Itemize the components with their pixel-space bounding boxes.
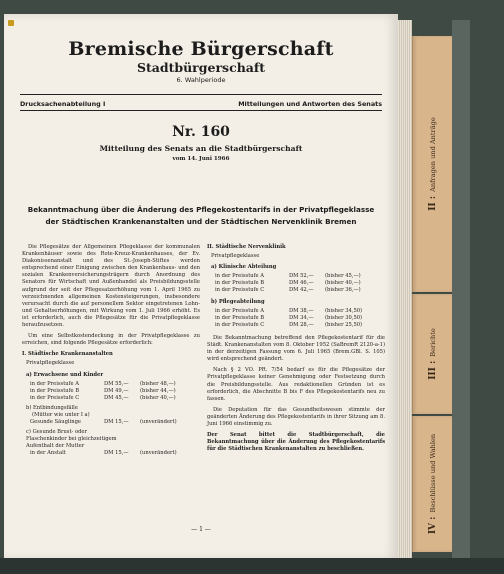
document-number: Nr. 160 (172, 124, 230, 140)
tab-text: Berichte (429, 328, 437, 357)
deputation-paragraph: Die Deputation für das Gesundheitswesen stimmte der geänderten Änderung des Pflegekostentarifs in ihrer Sitzung am 8. Juni 1966 einstimmig zu. (207, 406, 385, 427)
rate-previous: (bisher 25,50) (325, 321, 363, 328)
group-heading-adults: a) Erwachsene und Kinder (26, 371, 104, 378)
rate-label: in der Preisstufe C (30, 394, 80, 401)
rate-label: in der Preisstufe A (215, 273, 265, 280)
amendment-paragraph: Die Bekanntmachung betreffend den Pflegekostentarif für die Städt. Krankenanstalten vom 8. Oktober 1952 (SaBremR 2120-a-1) in der derzeitigen Fassung vom 6. Juli 1965 (Brem.GBl. S. 105) wird entsprechend geändert. (207, 334, 385, 363)
bottom-background (0, 558, 504, 574)
section-heading-nervenklinik: II. Städtische Nervenklinik (207, 244, 286, 250)
tab-berichte[interactable] (412, 294, 454, 414)
rate-amount: DM 15,— (104, 450, 129, 457)
rate-row (207, 308, 385, 315)
rate-label: in der Preisstufe A (30, 380, 80, 387)
rate-label: in der Preisstufe B (30, 387, 80, 394)
rate-amount: DM 34,— (289, 314, 314, 321)
page-stack-edge (398, 20, 412, 558)
corner-marker (8, 20, 14, 26)
group-heading-care: b) Pflegeabteilung (211, 298, 265, 305)
group-heading-clinical: a) Klinische Abteilung (211, 264, 277, 271)
rate-amount: DM 38,— (289, 307, 314, 314)
rate-row (22, 450, 200, 457)
section-name: Drucksachenabteilung I (20, 100, 106, 108)
rate-previous: (bisher 44,—) (140, 387, 176, 394)
rate-previous: (bisher 40,—) (140, 394, 176, 401)
intro-paragraph: Die Pflegesätze der Allgemeinen Pflegeklasse der kommunalen Krankenhäuser sowie des Rote-Kreuz-Krankenhauses, der Ev. Diakonissenanstalt und des St.-Joseph-Stiftes werden entsprechend einer Einigung zwischen den Krankenhaus- und den sozialen Krankenversicherungsträgern durch Anordnung des Senators für Wirtschaft und Außenhandel als Preisbildungsstelle aufgrund der seit der Pflegesatzerhöhung vom 1. April 1965 zu verzeichnenden allgemeinen Kostensteigerungen, insbesondere verursacht durch die auf personellem Sektor eingetretenen Lohn- und Gehaltserhöhungen, mit Wirkung vom 1. Juli 1966 erhöht. Es ist erforderlich, auch die Pflegesätze für die Privatpflegeklasse heraufzusetzen. (22, 244, 200, 329)
rate-previous: (unverändert) (140, 450, 177, 457)
class-label: Privatpflegeklasse (26, 360, 75, 367)
cost-paragraph: Um eine Selbstkostendeckung in der Privatpflegeklasse zu erreichen, sind folgende Pflegesätze erforderlich: (22, 333, 200, 347)
tab-label (428, 328, 438, 380)
rate-amount: DM 49,— (104, 387, 129, 394)
rate-amount: DM 28,— (289, 321, 314, 328)
document-message: Mitteilung des Senats an die Stadtbürgerschaft (99, 144, 303, 153)
header-rule-bottom (20, 110, 382, 111)
rate-row (22, 381, 200, 388)
tab-numeral: III : (428, 360, 438, 380)
rate-previous: (bisher 40,—) (325, 280, 361, 287)
rate-row (22, 419, 200, 426)
parliament-subtitle: Stadtbürgerschaft (136, 60, 266, 75)
rate-row (207, 287, 385, 294)
rate-label: in der Anstalt (30, 450, 66, 457)
rate-amount: DM 52,— (289, 273, 314, 280)
rate-amount: DM 15,— (104, 419, 129, 426)
tab-numeral: II : (428, 195, 438, 211)
rate-label: in der Preisstufe B (215, 314, 265, 321)
rate-label: in der Preisstufe C (215, 287, 265, 294)
tab-numeral: IV : (428, 516, 438, 535)
electoral-period: 6. Wahlperiode (176, 76, 226, 84)
rate-previous: (bisher 30,50) (325, 314, 363, 321)
section-heading-krankenanstalten: I. Städtische Krankenanstalten (22, 351, 113, 358)
rate-label: in der Preisstufe C (215, 321, 265, 328)
left-column (22, 244, 200, 458)
group-heading-births: b) Entbindungsfälle (26, 404, 78, 411)
group-note-births: (Mütter wie unter I a) (32, 411, 90, 418)
announcement-line-1: Bekanntmachung über die Änderung des Pflegekostentarifs in der Privatpflegeklasse (27, 205, 375, 214)
tab-beschluesse[interactable] (412, 416, 454, 552)
request-block (207, 432, 385, 453)
announcement-title (4, 204, 398, 228)
rate-amount: DM 42,— (289, 287, 314, 294)
rate-previous: (bisher 36,—) (325, 287, 361, 294)
announcement-line-2: der Städtischen Krankenanstalten und der Städtischen Nervenklinik Bremen (45, 217, 357, 226)
document-date: vom 14. Juni 1966 (172, 156, 230, 162)
rate-amount: DM 45,— (104, 394, 129, 401)
rate-label: in der Preisstufe B (215, 280, 265, 287)
class-label: Privatpflegeklasse (211, 253, 260, 260)
group-heading-infants: c) Gesunde Brust- oder Flaschenkinder bei gleichzeitigem Aufenthalt der Mutter (26, 429, 117, 450)
section-description: Mitteilungen und Antworten des Senats (238, 100, 382, 108)
rate-amount: DM 55,— (104, 380, 129, 387)
document-page (4, 14, 398, 560)
rate-previous: (bisher 34,50) (325, 307, 363, 314)
binder-gap (452, 20, 470, 558)
request-paragraph: Der Senat bittet die Stadtbürgerschaft, die Bekanntmachung über die Änderung des Pflegekostentarifs für die Städtischen Krankenanstalten zu beschließen. (207, 432, 385, 453)
rate-row (207, 315, 385, 322)
rate-previous: (bisher 45,—) (325, 273, 361, 280)
rate-amount: DM 46,— (289, 280, 314, 287)
rate-row (207, 322, 385, 329)
tab-label (428, 117, 438, 211)
rate-row (22, 388, 200, 395)
page-number: — 1 — (191, 526, 211, 533)
tab-label (428, 434, 438, 534)
tab-anfragen[interactable] (412, 36, 454, 292)
right-column (207, 244, 385, 457)
parliament-title: Bremische Bürgerschaft (68, 38, 334, 60)
rate-row (22, 395, 200, 402)
tab-text: Beschlüsse und Wahlen (429, 433, 437, 513)
rate-label: in der Preisstufe A (215, 307, 265, 314)
approval-paragraph: Nach § 2 VO. PR. 7/54 bedarf es für die Pflegesätze der Privatpflegeklasse keiner Genehmigung oder Festsetzung durch die Preisbildungsstelle. Aus redaktionellen Gründen ist es erforderlich, die Abschnitte B bis F des Pflegekostentarifs neu zu fassen. (207, 367, 385, 402)
rate-label: Gesunde Säuglinge (30, 419, 81, 426)
rate-previous: (unverändert) (140, 419, 177, 426)
rate-previous: (bisher 48,—) (140, 380, 176, 387)
tab-text: Anfragen und Anträge (429, 117, 437, 192)
header-rule-top (20, 94, 382, 95)
